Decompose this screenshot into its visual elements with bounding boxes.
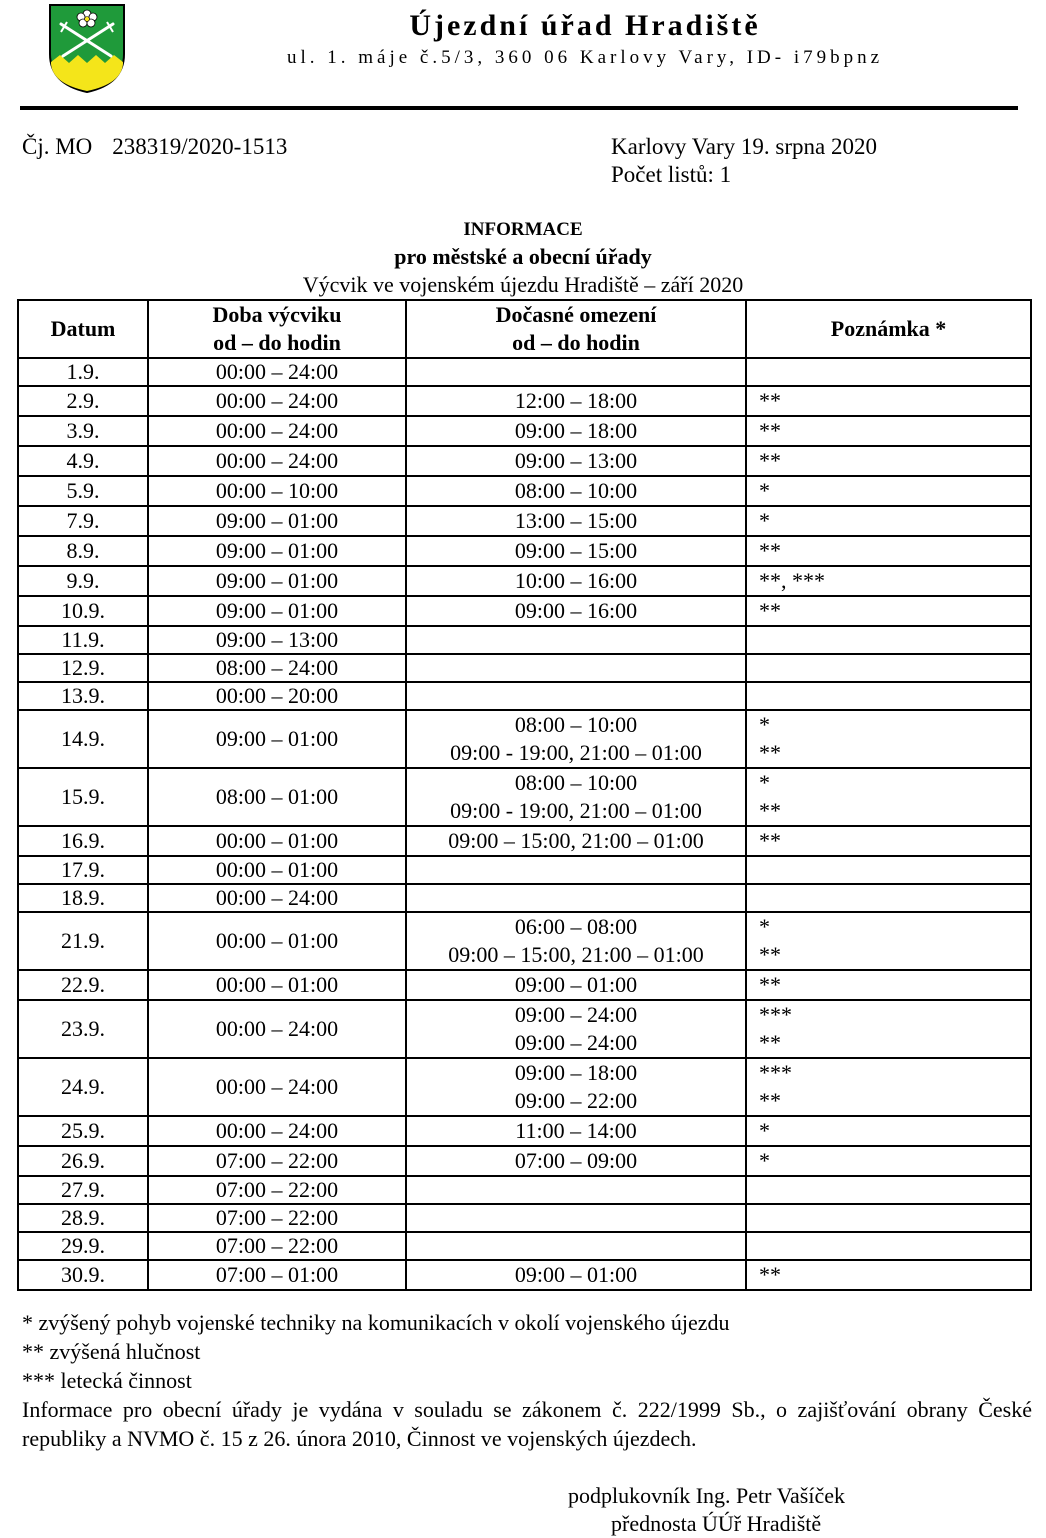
cell-training: 00:00 – 01:00 (148, 912, 406, 970)
limit-line: 09:00 - 19:00, 21:00 – 01:00 (450, 740, 702, 765)
cell-date: 23.9. (18, 1000, 148, 1058)
limit-line: 09:00 – 01:00 (514, 972, 638, 997)
cell-date: 18.9. (18, 884, 148, 912)
limit-line: 06:00 – 08:00 (514, 914, 638, 939)
cell-training: 09:00 – 01:00 (148, 536, 406, 566)
cell-note (746, 446, 1031, 476)
table-row (18, 416, 1031, 446)
table-row (18, 768, 1031, 826)
cell-training: 00:00 – 01:00 (148, 970, 406, 1000)
limit-line: 09:00 – 24:00 (514, 1002, 638, 1027)
cell-training: 00:00 – 10:00 (148, 476, 406, 506)
cell-date: 8.9. (18, 536, 148, 566)
header-rule (20, 106, 1018, 110)
cell-limit (406, 970, 746, 1000)
note-line: * (759, 770, 770, 795)
cell-training: 00:00 – 20:00 (148, 682, 406, 710)
table-body (18, 358, 1031, 1290)
note-line: ** (759, 1030, 781, 1055)
cell-training: 07:00 – 22:00 (148, 1204, 406, 1232)
reference-label: Čj. MO (22, 134, 93, 159)
limit-line: 09:00 – 18:00 (514, 418, 638, 443)
note-line: ** (759, 538, 781, 563)
cell-training: 09:00 – 01:00 (148, 710, 406, 768)
table-row (18, 566, 1031, 596)
office-address: ul. 1. máje č.5/3, 360 06 Karlovy Vary, ID- i79bpnz (286, 47, 884, 68)
cell-training: 00:00 – 24:00 (148, 446, 406, 476)
cell-date: 16.9. (18, 826, 148, 856)
cell-note (746, 566, 1031, 596)
cell-date: 30.9. (18, 1260, 148, 1290)
table-row (18, 358, 1031, 386)
cell-date: 17.9. (18, 856, 148, 884)
note-line: ** (759, 740, 781, 765)
cell-note (746, 358, 1031, 386)
cell-limit (406, 626, 746, 654)
cell-limit (406, 654, 746, 682)
cell-note (746, 1260, 1031, 1290)
cell-limit (406, 1058, 746, 1116)
cell-date: 7.9. (18, 506, 148, 536)
table-row (18, 1058, 1031, 1116)
cell-date: 11.9. (18, 626, 148, 654)
training-schedule-table (17, 299, 1032, 1291)
limit-line: 08:00 – 10:00 (514, 712, 638, 737)
limit-line: 09:00 – 18:00 (514, 1060, 638, 1085)
cell-training: 00:00 – 24:00 (148, 1000, 406, 1058)
cell-note (746, 970, 1031, 1000)
note-line: *** (759, 1002, 792, 1027)
cell-limit (406, 1260, 746, 1290)
table-row (18, 596, 1031, 626)
cell-training: 09:00 – 01:00 (148, 596, 406, 626)
cell-limit (406, 768, 746, 826)
limit-line: 09:00 – 22:00 (514, 1088, 638, 1113)
cell-date: 26.9. (18, 1146, 148, 1176)
table-row (18, 506, 1031, 536)
table-row (18, 386, 1031, 416)
note-line: * (759, 1118, 770, 1143)
table-row (18, 1146, 1031, 1176)
limit-line: 09:00 – 15:00, 21:00 – 01:00 (448, 942, 704, 967)
cell-note (746, 654, 1031, 682)
table-header-row (18, 300, 1031, 358)
cell-limit (406, 1116, 746, 1146)
cell-training: 09:00 – 01:00 (148, 566, 406, 596)
note-line: ** (759, 972, 781, 997)
reference-value: 238319/2020-1513 (112, 134, 288, 159)
cell-limit (406, 416, 746, 446)
cell-limit (406, 386, 746, 416)
cell-date: 2.9. (18, 386, 148, 416)
cell-date: 14.9. (18, 710, 148, 768)
limit-line: 08:00 – 10:00 (514, 770, 638, 795)
cell-date: 5.9. (18, 476, 148, 506)
cell-note (746, 596, 1031, 626)
limit-line: 09:00 – 15:00 (514, 538, 638, 563)
cell-training: 00:00 – 24:00 (148, 386, 406, 416)
cell-limit (406, 1146, 746, 1176)
cell-training: 09:00 – 13:00 (148, 626, 406, 654)
cell-date: 29.9. (18, 1232, 148, 1260)
limit-line: 09:00 – 15:00, 21:00 – 01:00 (448, 828, 704, 853)
footnote-3: *** letecká činnost (22, 1368, 192, 1393)
cell-note (746, 626, 1031, 654)
cell-date: 21.9. (18, 912, 148, 970)
note-line: * (759, 508, 770, 533)
note-line: ** (759, 418, 781, 443)
note-line: ** (759, 448, 781, 473)
table-row (18, 970, 1031, 1000)
cell-note (746, 884, 1031, 912)
cell-date: 15.9. (18, 768, 148, 826)
document-heading: INFORMACE (463, 219, 583, 240)
cell-date: 3.9. (18, 416, 148, 446)
cell-note (746, 506, 1031, 536)
place-date: Karlovy Vary 19. srpna 2020 (611, 134, 877, 159)
cell-limit (406, 506, 746, 536)
cell-training: 00:00 – 01:00 (148, 856, 406, 884)
footnote-2: ** zvýšená hlučnost (22, 1339, 201, 1364)
footnotes (22, 1308, 1032, 1453)
cell-training: 08:00 – 01:00 (148, 768, 406, 826)
note-line: ** (759, 942, 781, 967)
cell-date: 1.9. (18, 358, 148, 386)
limit-line: 09:00 - 19:00, 21:00 – 01:00 (450, 798, 702, 823)
cell-note (746, 912, 1031, 970)
cell-date: 9.9. (18, 566, 148, 596)
table-row (18, 682, 1031, 710)
cell-note (746, 1116, 1031, 1146)
header-training: Doba výcviku od – do hodin (148, 300, 406, 358)
table-row (18, 1000, 1031, 1058)
cell-date: 12.9. (18, 654, 148, 682)
limit-line: 09:00 – 01:00 (514, 1262, 638, 1287)
cell-limit (406, 476, 746, 506)
note-line: ** (759, 798, 781, 823)
cell-note (746, 1176, 1031, 1204)
header-limit: Dočasné omezení od – do hodin (406, 300, 746, 358)
office-title: Újezdní úřad Hradiště (409, 9, 761, 42)
table-row (18, 884, 1031, 912)
cell-note (746, 416, 1031, 446)
table-row (18, 476, 1031, 506)
table-row (18, 1116, 1031, 1146)
document-subheading: pro městské a obecní úřady (394, 244, 652, 269)
cell-date: 13.9. (18, 682, 148, 710)
cell-note (746, 1204, 1031, 1232)
cell-limit (406, 596, 746, 626)
note-line: ** (759, 598, 781, 623)
reference-number (22, 133, 287, 161)
limit-line: 08:00 – 10:00 (514, 478, 638, 503)
cell-training: 00:00 – 01:00 (148, 826, 406, 856)
note-line: ** (759, 1088, 781, 1113)
cell-limit (406, 912, 746, 970)
cell-note (746, 386, 1031, 416)
cell-limit (406, 1232, 746, 1260)
table-row (18, 710, 1031, 768)
cell-limit (406, 884, 746, 912)
cell-date: 27.9. (18, 1176, 148, 1204)
table-row (18, 626, 1031, 654)
cell-limit (406, 710, 746, 768)
cell-training: 09:00 – 01:00 (148, 506, 406, 536)
limit-line: 09:00 – 13:00 (514, 448, 638, 473)
limit-line: 09:00 – 16:00 (514, 598, 638, 623)
cell-training: 07:00 – 22:00 (148, 1146, 406, 1176)
document-topic: Výcvik ve vojenském újezdu Hradiště – září 2020 (302, 272, 744, 297)
table-row (18, 856, 1031, 884)
cell-limit (406, 856, 746, 884)
cell-date: 10.9. (18, 596, 148, 626)
note-line: * (759, 478, 770, 503)
cell-training: 00:00 – 24:00 (148, 1116, 406, 1146)
cell-note (746, 1058, 1031, 1116)
cell-note (746, 710, 1031, 768)
cell-note (746, 682, 1031, 710)
cell-limit (406, 1176, 746, 1204)
cell-note (746, 856, 1031, 884)
cell-training: 08:00 – 24:00 (148, 654, 406, 682)
table-row (18, 446, 1031, 476)
limit-line: 12:00 – 18:00 (514, 388, 638, 413)
coat-of-arms-icon (47, 2, 127, 94)
header-note: Poznámka * (746, 300, 1031, 358)
cell-note (746, 768, 1031, 826)
note-line: ** (759, 1262, 781, 1287)
cell-limit (406, 566, 746, 596)
limit-line: 13:00 – 15:00 (514, 508, 638, 533)
table-row (18, 1204, 1031, 1232)
table-row (18, 1176, 1031, 1204)
note-line: * (759, 712, 770, 737)
cell-training: 07:00 – 22:00 (148, 1232, 406, 1260)
table-row (18, 654, 1031, 682)
signatory-role: přednosta ÚÚř Hradiště (611, 1511, 822, 1536)
cell-limit (406, 826, 746, 856)
cell-date: 24.9. (18, 1058, 148, 1116)
cell-limit (406, 1204, 746, 1232)
cell-date: 28.9. (18, 1204, 148, 1232)
table-row (18, 826, 1031, 856)
cell-training: 07:00 – 22:00 (148, 1176, 406, 1204)
note-line: * (759, 1148, 770, 1173)
cell-note (746, 1232, 1031, 1260)
limit-line: 10:00 – 16:00 (514, 568, 638, 593)
limit-line: 07:00 – 09:00 (514, 1148, 638, 1173)
cell-limit (406, 536, 746, 566)
cell-limit (406, 358, 746, 386)
table-row (18, 536, 1031, 566)
cell-training: 07:00 – 01:00 (148, 1260, 406, 1290)
cell-training: 00:00 – 24:00 (148, 358, 406, 386)
cell-limit (406, 446, 746, 476)
note-line: *** (759, 1060, 792, 1085)
note-line: **, *** (759, 568, 825, 593)
signatory-name: podplukovník Ing. Petr Vašíček (568, 1483, 846, 1508)
cell-note (746, 1000, 1031, 1058)
table-row (18, 912, 1031, 970)
cell-note (746, 536, 1031, 566)
note-line: ** (759, 388, 781, 413)
cell-training: 00:00 – 24:00 (148, 884, 406, 912)
legal-note: Informace pro obecní úřady je vydána v souladu se zákonem č. 222/1999 Sb., o zajišťování obrany České republiky a NVMO č. 15 z 26. února 2010, Činnost ve vojenských újezdech. (22, 1397, 1032, 1451)
cell-limit (406, 1000, 746, 1058)
table-row (18, 1260, 1031, 1290)
footnote-1: * zvýšený pohyb vojenské techniky na komunikacích v okolí vojenského újezdu (22, 1310, 730, 1335)
cell-note (746, 476, 1031, 506)
cell-date: 4.9. (18, 446, 148, 476)
cell-date: 25.9. (18, 1116, 148, 1146)
note-line: * (759, 914, 770, 939)
cell-note (746, 826, 1031, 856)
limit-line: 09:00 – 24:00 (514, 1030, 638, 1055)
sheet-count: Počet listů: 1 (611, 162, 732, 187)
cell-limit (406, 682, 746, 710)
cell-note (746, 1146, 1031, 1176)
limit-line: 11:00 – 14:00 (515, 1118, 637, 1143)
cell-training: 00:00 – 24:00 (148, 1058, 406, 1116)
cell-date: 22.9. (18, 970, 148, 1000)
table-row (18, 1232, 1031, 1260)
cell-training: 00:00 – 24:00 (148, 416, 406, 446)
note-line: ** (759, 828, 781, 853)
header-date: Datum (18, 300, 148, 358)
